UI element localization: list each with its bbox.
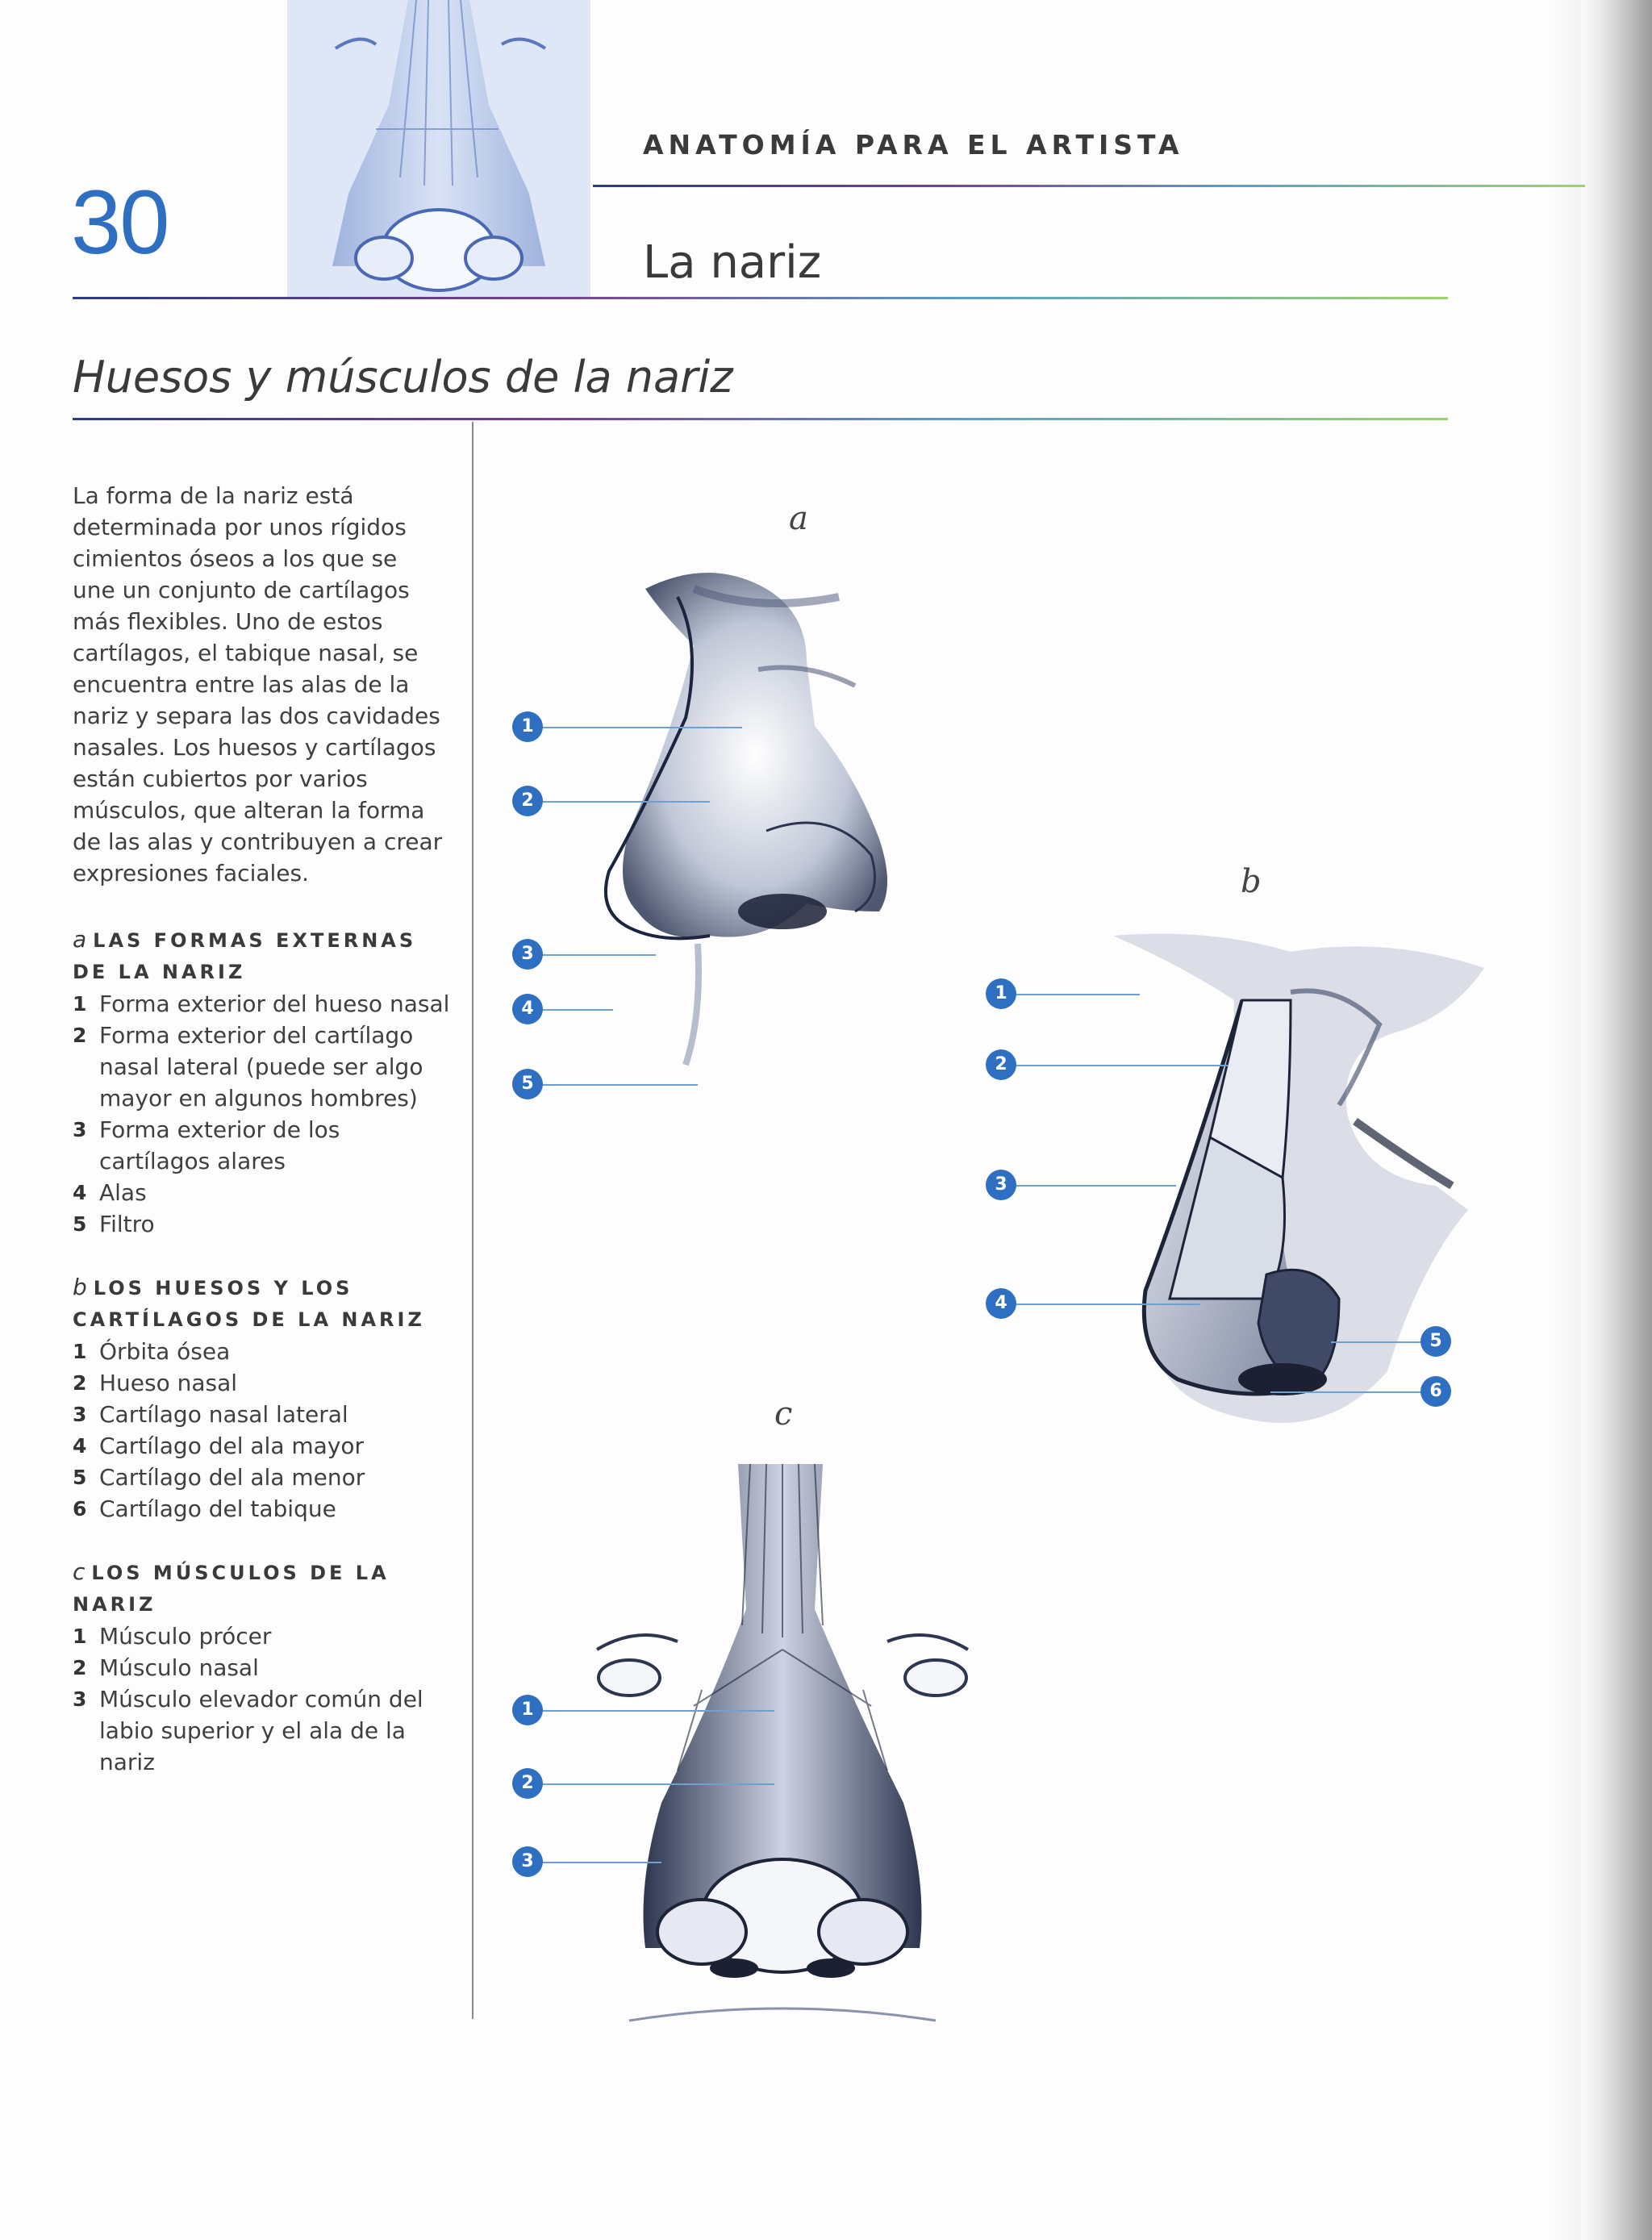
figure-a-label: a bbox=[789, 500, 808, 537]
section-title: Huesos y músculos de la nariz bbox=[73, 352, 733, 403]
leader-line bbox=[524, 801, 710, 803]
leader-line bbox=[1003, 1304, 1200, 1305]
marker-badge: 6 bbox=[1420, 1376, 1451, 1407]
figure-c-label: c bbox=[774, 1395, 793, 1433]
marker-badge: 1 bbox=[512, 1695, 543, 1725]
marker-badge: 2 bbox=[986, 1049, 1016, 1080]
legend-c-list bbox=[73, 1621, 452, 1778]
list-item: 4 Alas bbox=[73, 1179, 147, 1206]
book-spine bbox=[1581, 0, 1652, 2240]
list-item: 3 Músculo elevador común del labio superior y el ala de la nariz bbox=[73, 1686, 423, 1775]
legend-a-heading: a LAS FORMAS EXTERNAS DE LA NARIZ bbox=[73, 926, 417, 983]
marker-badge: 3 bbox=[512, 939, 543, 970]
leader-line bbox=[524, 1084, 698, 1086]
header-thumbnail-illustration bbox=[287, 0, 590, 297]
list-item: 1 Órbita ósea bbox=[73, 1338, 231, 1365]
header-rule-bottom bbox=[73, 297, 1448, 299]
leader-line bbox=[1331, 1341, 1432, 1343]
figure-c-muscles-illustration bbox=[581, 1464, 1000, 2045]
legend-b-list bbox=[73, 1336, 452, 1525]
marker-badge: 2 bbox=[512, 786, 543, 816]
list-item: 5 Cartílago del ala menor bbox=[73, 1464, 365, 1491]
leader-line bbox=[1003, 1185, 1176, 1187]
page-gutter-shadow bbox=[1549, 0, 1581, 2240]
marker-badge: 1 bbox=[986, 978, 1016, 1009]
legend-c bbox=[73, 1556, 452, 1778]
leader-line bbox=[1003, 994, 1140, 995]
figure-a-nose-side-illustration bbox=[565, 565, 984, 1145]
figure-b-label: b bbox=[1241, 863, 1262, 900]
leader-line bbox=[1003, 1065, 1229, 1066]
legend-a bbox=[73, 924, 452, 1240]
leader-line bbox=[524, 1710, 774, 1712]
marker-badge: 4 bbox=[986, 1288, 1016, 1319]
list-item: 4 Cartílago del ala mayor bbox=[73, 1433, 365, 1459]
list-item: 1 Músculo prócer bbox=[73, 1623, 272, 1650]
column-divider bbox=[472, 422, 473, 2019]
leader-line bbox=[1270, 1391, 1432, 1393]
series-title: ANATOMÍA PARA EL ARTISTA bbox=[643, 129, 1184, 161]
marker-badge: 3 bbox=[512, 1846, 543, 1877]
legend-c-heading: c LOS MÚSCULOS DE LA NARIZ bbox=[73, 1558, 390, 1616]
list-item: 1 Forma exterior del hueso nasal bbox=[73, 991, 450, 1017]
marker-badge: 1 bbox=[512, 711, 543, 742]
header-rule-top bbox=[593, 185, 1585, 187]
marker-badge: 2 bbox=[512, 1768, 543, 1799]
list-item: 3 Forma exterior de los cartílagos alares bbox=[73, 1116, 340, 1174]
list-item: 3 Cartílago nasal lateral bbox=[73, 1401, 348, 1428]
marker-badge: 3 bbox=[986, 1170, 1016, 1200]
chapter-number: 30 bbox=[71, 172, 169, 273]
leader-line bbox=[524, 1783, 774, 1785]
list-item: 2 Forma exterior del cartílago nasal lateral (puede ser algo mayor en algunos hombres) bbox=[73, 1022, 423, 1112]
list-item: 2 Músculo nasal bbox=[73, 1654, 259, 1681]
leader-line bbox=[524, 1862, 661, 1863]
legend-b bbox=[73, 1271, 452, 1525]
marker-badge: 5 bbox=[1420, 1326, 1451, 1357]
marker-badge: 5 bbox=[512, 1069, 543, 1099]
leader-line bbox=[524, 727, 742, 728]
leader-line bbox=[524, 954, 656, 956]
chapter-title: La nariz bbox=[643, 236, 822, 289]
marker-badge: 4 bbox=[512, 994, 543, 1024]
list-item: 5 Filtro bbox=[73, 1211, 155, 1237]
section-rule bbox=[73, 418, 1448, 420]
legend-b-heading: b LOS HUESOS Y LOS CARTÍLAGOS DE LA NARIZ bbox=[73, 1274, 425, 1331]
intro-paragraph: La forma de la nariz está determinada por unos rígidos cimientos óseos a los que se une un conjunto de cartílagos más flexibles. Uno de estos cartílagos, el tabique nasal, se encuentra entre las alas de la nariz y separa las dos cavidades nasales. Los huesos y cartílagos están cubiertos por varios músculos, que alteran la forma de las alas y contribuyen a crear expresiones faciales. bbox=[73, 482, 443, 886]
list-item: 2 Hueso nasal bbox=[73, 1370, 238, 1396]
list-item: 6 Cartílago del tabique bbox=[73, 1495, 336, 1522]
legend-a-list bbox=[73, 988, 452, 1240]
